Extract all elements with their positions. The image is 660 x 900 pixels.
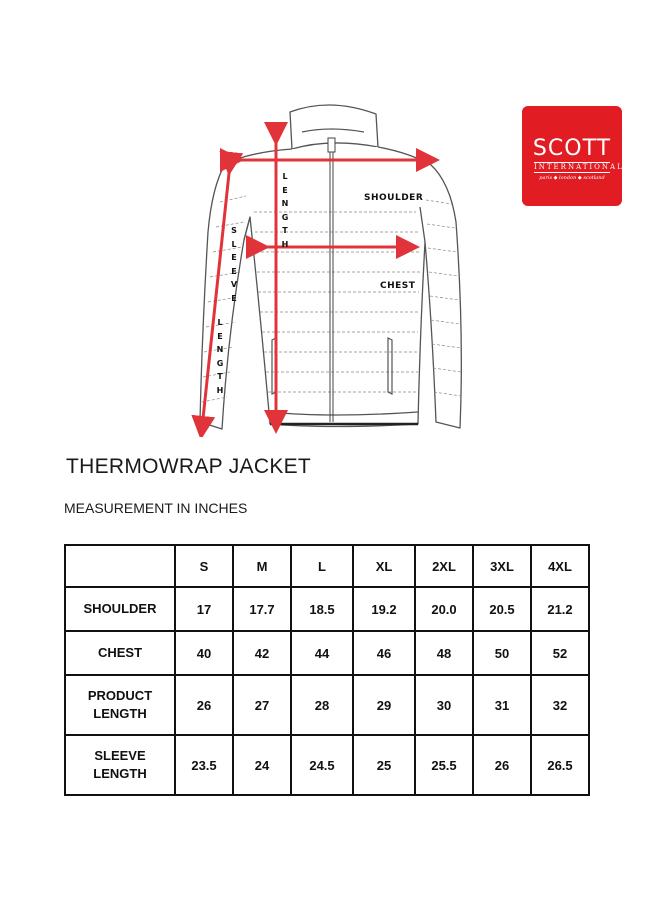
table-cell: 23.5 [175,735,233,795]
table-cell: 19.2 [353,587,415,631]
table-cell: 21.2 [531,587,589,631]
size-header: S [175,545,233,587]
jacket-diagram [180,92,480,437]
row-label [65,587,175,631]
row-label-line: LENGTH [93,766,147,781]
brand-name: SCOTT [532,136,612,161]
size-header: L [291,545,353,587]
table-cell: 31 [473,675,531,735]
row-label [65,675,175,735]
table-cell: 46 [353,631,415,675]
product-title: THERMOWRAP JACKET [66,455,312,478]
row-label-line: CHEST [97,645,143,660]
row-label-line: SHOULDER [83,601,157,616]
table-cell: 44 [291,631,353,675]
measurement-unit-note: MEASUREMENT IN INCHES [64,500,248,516]
size-chart-table [64,544,590,796]
brand-subtitle: INTERNATIONAL [534,163,624,171]
table-row [65,631,589,675]
table-cell: 26 [175,675,233,735]
table-cell: 28 [291,675,353,735]
row-label-line: LENGTH [93,706,147,721]
table-row [65,587,589,631]
size-header: M [233,545,291,587]
size-header: 3XL [473,545,531,587]
table-cell: 17.7 [233,587,291,631]
size-header: XL [353,545,415,587]
row-label-line: SLEEVE [94,748,146,763]
row-label [65,631,175,675]
table-cell: 32 [531,675,589,735]
table-cell: 30 [415,675,473,735]
table-cell: 20.5 [473,587,531,631]
corner-cell [65,545,175,587]
table-cell: 29 [353,675,415,735]
table-cell: 24.5 [291,735,353,795]
table-cell: 52 [531,631,589,675]
table-cell: 20.0 [415,587,473,631]
table-cell: 25 [353,735,415,795]
sleeve-length-label: LENGTH [216,318,224,395]
table-cell: 50 [473,631,531,675]
row-label [65,735,175,795]
table-cell: 25.5 [415,735,473,795]
size-header: 2XL [415,545,473,587]
table-cell: 24 [233,735,291,795]
table-cell: 17 [175,587,233,631]
shoulder-label: SHOULDER [364,193,424,203]
chest-label: CHEST [380,281,416,291]
table-header-row [65,545,589,587]
table-cell: 26 [473,735,531,795]
table-cell: 27 [233,675,291,735]
table-cell: 42 [233,631,291,675]
size-header: 4XL [531,545,589,587]
table-row [65,735,589,795]
sleeve-label: SLEEVE [230,226,238,303]
table-cell: 48 [415,631,473,675]
length-label: LENGTH [281,172,289,249]
brand-logo [522,106,622,206]
table-cell: 40 [175,631,233,675]
table-cell: 18.5 [291,587,353,631]
row-label-line: PRODUCT [87,688,153,703]
table-row [65,675,589,735]
brand-tagline: paris ◆ london ◆ scotland [539,175,605,181]
table-cell: 26.5 [531,735,589,795]
